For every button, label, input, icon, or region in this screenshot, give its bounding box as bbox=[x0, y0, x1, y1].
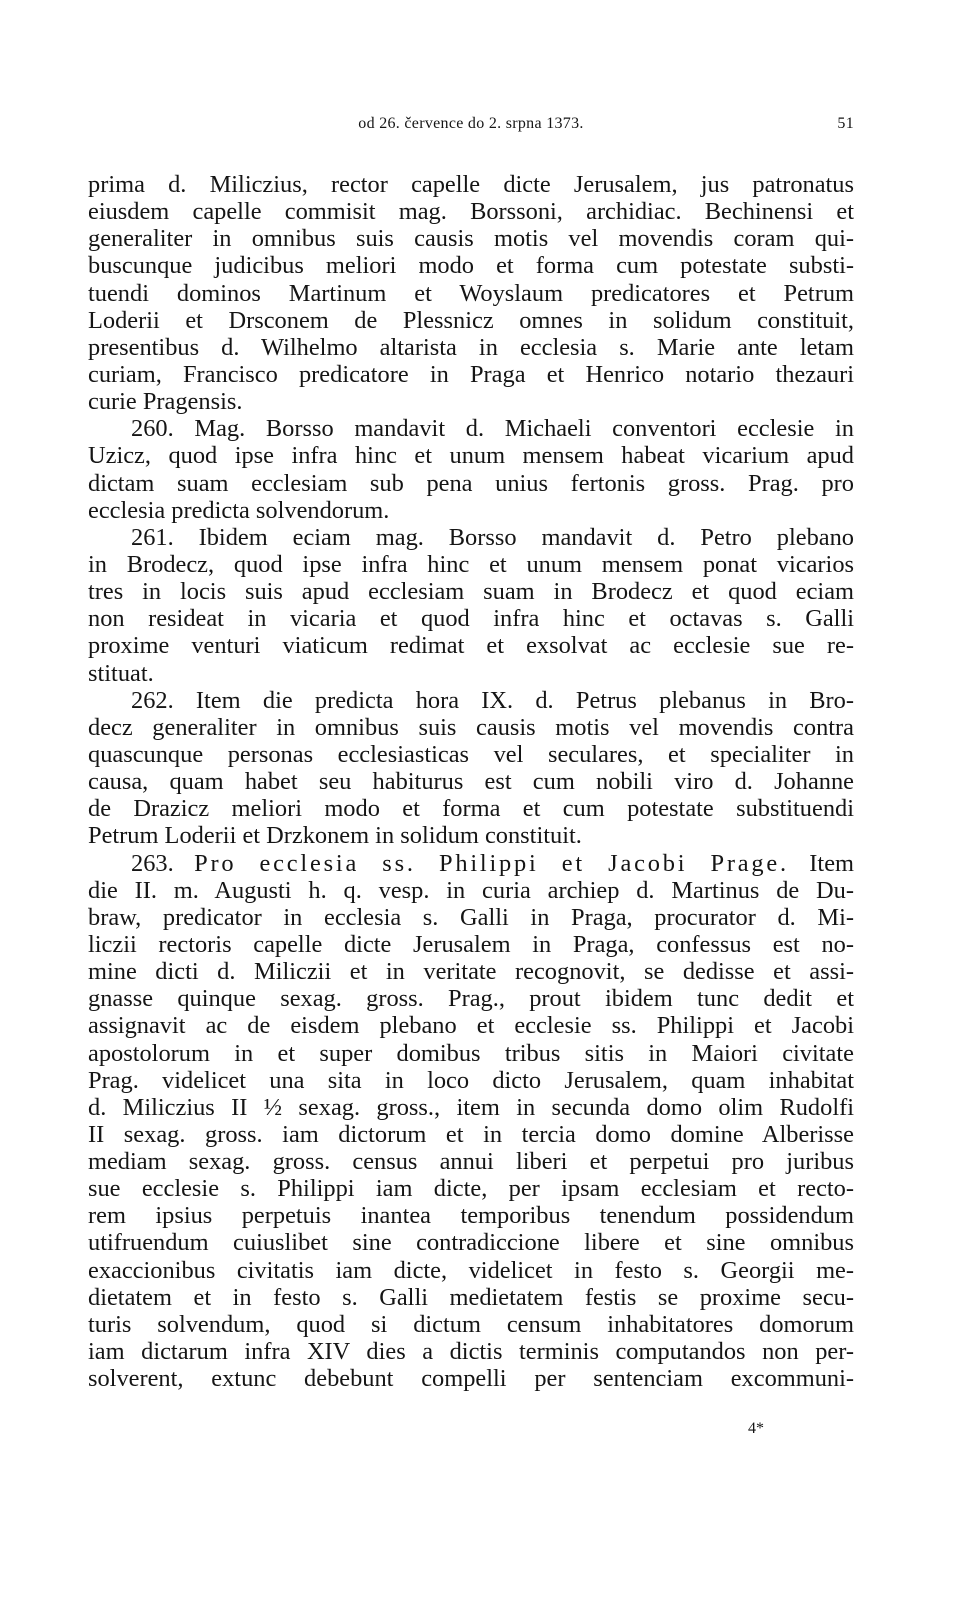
page-header bbox=[88, 115, 854, 141]
text-line: causa, quam habet seu habiturus est cum nobili viro d. Johanne bbox=[88, 768, 854, 796]
text-line: presentibus d. Wilhelmo altarista in ecclesia s. Marie ante letam bbox=[88, 333, 854, 361]
text-line: tres in locis suis apud ecclesiam suam in Brodecz et quod eciam bbox=[88, 578, 854, 606]
text-line: mediam sexag. gross. census annui liberi et perpetui pro juribus bbox=[88, 1148, 854, 1176]
text-line: II sexag. gross. iam dictorum et in tercia domo domine Alberisse bbox=[88, 1120, 854, 1148]
text-line: stituat. bbox=[88, 659, 154, 687]
entry-260-first-line: 260. Mag. Borsso mandavit d. Michaeli conventori ecclesie in bbox=[131, 415, 854, 443]
text-line: gnasse quinque sexag. gross. Prag., prout ibidem tunc dedit et bbox=[88, 985, 854, 1013]
text-line: generaliter in omnibus suis causis motis vel movendis coram qui- bbox=[88, 225, 854, 253]
text-line: buscunque judicibus meliori modo et forma cum potestate substi- bbox=[88, 252, 854, 280]
text-line: d. Miliczius II ½ sexag. gross., item in secunda domo olim Rudolfi bbox=[88, 1093, 854, 1121]
text-line: in Brodecz, quod ipse infra hinc et unum mensem ponat vicarios bbox=[88, 550, 854, 578]
running-title: od 26. července do 2. srpna 1373. bbox=[358, 115, 584, 132]
text-line: de Drazicz meliori modo et forma et cum potestate substituendi bbox=[88, 795, 854, 823]
text-line: quascunque personas ecclesiasticas vel seculares, et specialiter in bbox=[88, 740, 854, 768]
entry-263-number: 263. bbox=[131, 849, 174, 877]
text-line: mine dicti d. Miliczii et in veritate recognovit, se dedisse et assi- bbox=[88, 958, 854, 986]
text-line: prima d. Miliczius, rector capelle dicte Jerusalem, jus patronatus bbox=[88, 171, 854, 198]
entry-263-title: Pro ecclesia ss. Philippi et Jacobi Prage. bbox=[194, 849, 789, 877]
text-line: turis solvendum, quod si dictum censum inhabitatores domorum bbox=[88, 1310, 854, 1338]
text-line: curiam, Francisco predicatore in Praga et Henrico notario thezauri bbox=[88, 360, 854, 388]
entry-261-first-line: 261. Ibidem eciam mag. Borsso mandavit d. Petro plebano bbox=[131, 523, 854, 551]
text-line: Petrum Loderii et Drzkonem in solidum constituit. bbox=[88, 822, 582, 850]
entry-262-first-line: 262. Item die predicta hora IX. d. Petrus plebanus in Bro- bbox=[131, 686, 854, 714]
text-line: assignavit ac de eisdem plebano et ecclesie ss. Philippi et Jacobi bbox=[88, 1012, 854, 1040]
text-line: Loderii et Drsconem de Plessnicz omnes in solidum constituit, bbox=[88, 306, 854, 334]
entry-263-rest: Item bbox=[809, 849, 854, 877]
text-line: rem ipsius perpetuis inantea temporibus tenendum possidendum bbox=[88, 1202, 854, 1230]
text-line: solverent, extunc debebunt compelli per sentenciam excommuni- bbox=[88, 1365, 854, 1393]
text-line: eiusdem capelle commisit mag. Borssoni, archidiac. Bechinensi et bbox=[88, 198, 854, 226]
text-line: proxime venturi viaticum redimat et exsolvat ac ecclesie sue re- bbox=[88, 632, 854, 660]
signature-mark: 4* bbox=[748, 1420, 764, 1437]
text-line: Uzicz, quod ipse infra hinc et unum mensem habeat vicarium apud bbox=[88, 442, 854, 470]
text-line: sue ecclesie s. Philippi iam dicte, per ipsam ecclesiam et recto- bbox=[88, 1175, 854, 1203]
text-line: iam dictarum infra XIV dies a dictis terminis computandos non per- bbox=[88, 1338, 854, 1366]
text-line: dictam suam ecclesiam sub pena unius fertonis gross. Prag. pro bbox=[88, 469, 854, 497]
text-line: apostolorum in et super domibus tribus sitis in Maiori civitate bbox=[88, 1039, 854, 1067]
body-text bbox=[88, 171, 854, 1392]
text-line: utifruendum cuiuslibet sine contradiccione libere et sine omnibus bbox=[88, 1229, 854, 1257]
text-line: decz generaliter in omnibus suis causis motis vel movendis contra bbox=[88, 713, 854, 741]
text-line: non resideat in vicaria et quod infra hinc et octavas s. Galli bbox=[88, 605, 854, 633]
text-line: dietatem et in festo s. Galli medietatem festis se proxime secu- bbox=[88, 1283, 854, 1311]
text-line: die II. m. Augusti h. q. vesp. in curia archiep d. Martinus de Du- bbox=[88, 876, 854, 904]
entry-263-first-line bbox=[88, 850, 854, 877]
text-line: braw, predicator in ecclesia s. Galli in Praga, procurator d. Mi- bbox=[88, 903, 854, 931]
page-number: 51 bbox=[837, 115, 854, 132]
text-line: Prag. videlicet una sita in loco dicto Jerusalem, quam inhabitat bbox=[88, 1066, 854, 1094]
text-line: ecclesia predicta solvendorum. bbox=[88, 496, 390, 524]
text-line: tuendi dominos Martinum et Woyslaum predicatores et Petrum bbox=[88, 279, 854, 307]
text-line: liczii rectoris capelle dicte Jerusalem in Praga, confessus est no- bbox=[88, 930, 854, 958]
text-line: curie Pragensis. bbox=[88, 388, 243, 416]
text-line: exaccionibus civitatis iam dicte, videlicet in festo s. Georgii me- bbox=[88, 1256, 854, 1284]
